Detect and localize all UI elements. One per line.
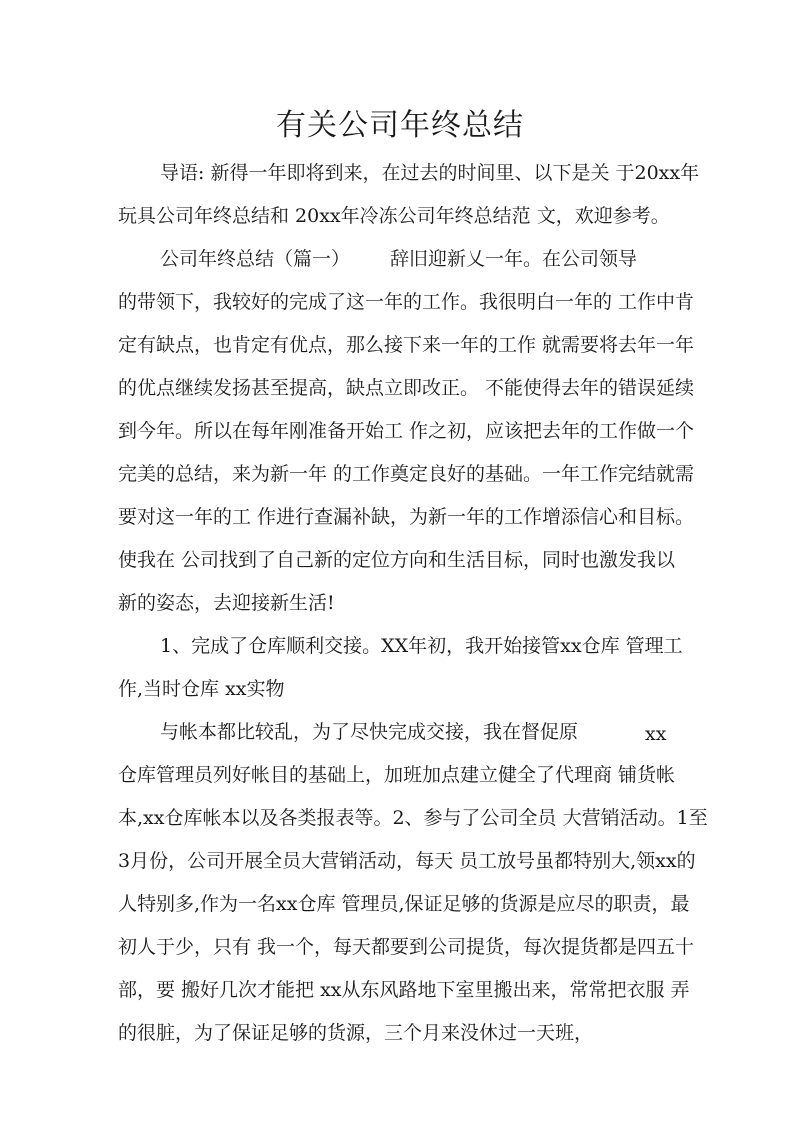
paragraph-line: 1、完成了仓库顺利交接。XX年初，我开始接管xx仓库 管理工 (160, 635, 683, 657)
paragraph-line: 的很脏，为了保证足够的货源，三个月来没休过一天班， (118, 1022, 594, 1044)
section-heading: 公司年终总结（篇一） (160, 248, 351, 270)
paragraph-line: 玩具公司年终总结和 20xx年冷冻公司年终总结范 文，欢迎参考。 (118, 205, 670, 227)
paragraph-line: 新的姿态，去迎接新生活! (118, 592, 335, 614)
paragraph-line: 完美的总结，来为新一年 的工作奠定良好的基础。一年工作完结就需 (118, 463, 695, 485)
paragraph-line: 到今年。所以在每年刚准备开始工 作之初，应该把去年的工作做一个 (118, 420, 695, 442)
document-title: 有关公司年终总结 (276, 108, 524, 143)
paragraph-line: 人特别多,作为一名xx仓库 管理员,保证足够的货源是应尽的职责，最 (118, 893, 690, 915)
paragraph-line: 的优点继续发扬甚至提高，缺点立即改正。 不能使得去年的错误延续 (118, 377, 695, 399)
paragraph-line: 辞旧迎新乂一年。在公司领导 (390, 248, 638, 270)
paragraph-line: 要对这一年的工 作进行查漏补缺，为新一年的工作增添信心和目标。 (118, 506, 695, 528)
paragraph-line: 与帐本都比较乱，为了尽快完成交接，我在督促原 (160, 721, 579, 743)
paragraph-line: 作,当时仓库 xx实物 (118, 678, 285, 700)
paragraph-fragment: xx (645, 723, 667, 745)
paragraph-line: 3月份，公司开展全员大营销活动，每天 员工放号虽都特别大,领xx的 (118, 850, 696, 872)
paragraph-line: 使我在 公司找到了自己新的定位方向和生活目标，同时也激发我以 (118, 549, 676, 571)
paragraph-line: 初人于少，只有 我一个，每天都要到公司提货，每次提货都是四五十 (118, 936, 695, 958)
paragraph-line: 本,xx仓库帐本以及各类报表等。2、参与了公司全员 大营销活动。1至 (118, 807, 708, 829)
paragraph-line: 仓库管理员列好帐目的基础上，加班加点建立健全了代理商 铺货帐 (118, 764, 676, 786)
paragraph-line: 部，要 搬好几次才能把 xx从东风路地下室里搬出来，常常把衣服 弄 (118, 979, 690, 1001)
paragraph-line: 导语: 新得一年即将到来，在过去的时间里、以下是关 于20xx年 (160, 162, 700, 184)
paragraph-line: 定有缺点，也肯定有优点，那么接下来一年的工作 就需要将去年一年 (118, 334, 695, 356)
paragraph-line: 的带领下，我较好的完成了这一年的工作。我很明白一年的 工作中肯 (118, 291, 695, 313)
